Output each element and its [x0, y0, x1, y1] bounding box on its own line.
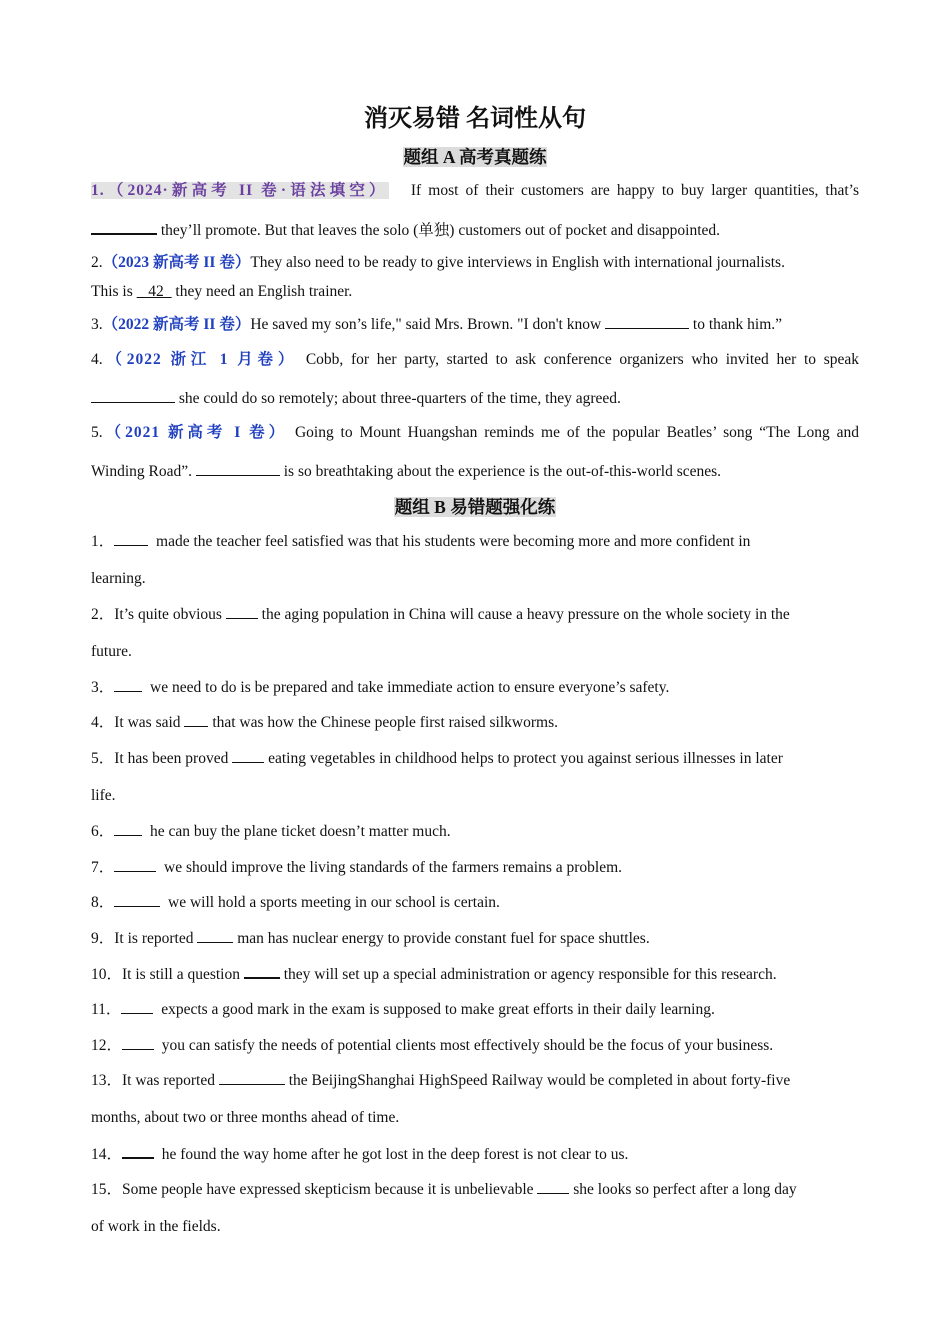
- b-q7-number: 7．: [91, 859, 115, 876]
- a-q3-text-cont: to thank him.”: [692, 316, 783, 333]
- b-q9-number: 9．: [91, 930, 115, 947]
- b-q11-line: [91, 999, 859, 1020]
- b-q15-text: she looks so perfect after a long day: [573, 1181, 797, 1198]
- a-q2-text: They also need to be ready to give interviews in English with international journalists.: [250, 254, 785, 271]
- b-q6-line: [91, 821, 859, 842]
- b-q3-line: [91, 677, 859, 698]
- b-q4-text: that was how the Chinese people first raised silkworms.: [212, 714, 558, 731]
- b-q5-number: 5．: [91, 750, 115, 767]
- answer-blank[interactable]: [537, 1179, 569, 1194]
- answer-blank[interactable]: [184, 712, 208, 727]
- b-q3-number: 3．: [91, 679, 115, 696]
- b-q13-number: 13．: [91, 1072, 123, 1089]
- a-q3-number: 3.: [91, 316, 103, 333]
- b-q7-line: [91, 857, 859, 878]
- a-q5-line2: [91, 461, 859, 482]
- a-q5-text-pre: Winding Road”.: [91, 463, 192, 480]
- answer-blank[interactable]: [114, 531, 148, 546]
- a-q1-text: If most of their customers are happy to buy larger quantities, that’s: [410, 182, 860, 199]
- b-q1-line2: [91, 569, 859, 589]
- b-q14-text: he found the way home after he got lost in the deep forest is not clear to us.: [161, 1146, 629, 1163]
- a-q1-text-cont: they’ll promote. But that leaves the solo (单独) customers out of pocket and disappointed.: [160, 222, 721, 239]
- b-q1-text-cont: learning.: [91, 570, 146, 587]
- b-q2-line1: [91, 604, 859, 625]
- b-q12-text: you can satisfy the needs of potential clients most effectively should be the focus of your business.: [161, 1037, 774, 1054]
- a-q2-line1: [91, 253, 859, 273]
- a-q5-text: Going to Mount Huangshan reminds me of the popular Beatles’ song “The Long and: [294, 424, 860, 441]
- answer-blank[interactable]: [244, 963, 280, 979]
- a-q1-line2: [91, 219, 859, 241]
- b-q15-text-cont: of work in the fields.: [91, 1218, 221, 1235]
- b-q2-number: 2．: [91, 606, 115, 623]
- b-q13-text-pre: It was reported: [122, 1072, 215, 1089]
- b-q13-text: the BeijingShanghai HighSpeed Railway would be completed in about forty-five: [288, 1072, 791, 1089]
- a-q1-source: 1.（2024·新高考 II 卷·语法填空）: [91, 182, 389, 199]
- answer-blank[interactable]: [114, 857, 156, 872]
- b-q7-text: we should improve the living standards of the farmers remains a problem.: [164, 859, 623, 876]
- b-q6-text: he can buy the plane ticket doesn’t matter much.: [150, 823, 451, 840]
- b-q13-text-cont: months, about two or three months ahead of time.: [91, 1109, 400, 1126]
- b-q5-text: eating vegetables in childhood helps to protect you against serious illnesses in later: [268, 750, 783, 767]
- a-q4-line1: [91, 350, 859, 370]
- a-q3-text: He saved my son’s life," said Mrs. Brown. "I don't know: [250, 316, 602, 333]
- answer-blank[interactable]: [91, 388, 175, 403]
- b-q2-text: the aging population in China will cause a heavy pressure on the whole society in the: [261, 606, 790, 623]
- answer-blank[interactable]: [232, 748, 264, 763]
- b-q8-text: we will hold a sports meeting in our school is certain.: [168, 894, 500, 911]
- b-q14-line: [91, 1143, 859, 1165]
- b-q3-text: we need to do is be prepared and take immediate action to ensure everyone’s safety.: [150, 679, 670, 696]
- b-q14-number: 14．: [91, 1146, 123, 1163]
- answer-blank[interactable]: [91, 219, 157, 235]
- a-q4-text: Cobb, for her party, started to ask conference organizers who invited her to speak: [305, 351, 859, 368]
- b-q8-line: [91, 892, 859, 913]
- answer-blank[interactable]: [226, 604, 258, 619]
- a-q5-number: 5.: [91, 424, 103, 441]
- b-q10-line: [91, 963, 859, 985]
- b-q5-line1: [91, 748, 859, 769]
- b-q4-text-pre: It was said: [114, 714, 181, 731]
- b-q1-line1: [91, 531, 859, 552]
- section-b-heading: 题组 B 易错题强化练: [394, 497, 556, 517]
- b-q9-line: [91, 928, 859, 949]
- a-q2-answer-value: 42: [148, 283, 164, 300]
- answer-blank[interactable]: [114, 821, 142, 836]
- b-q4-line: [91, 712, 859, 733]
- answer-blank[interactable]: [122, 1143, 154, 1159]
- a-q5-source: （2021 新高考 I 卷）: [102, 424, 289, 441]
- b-q1-text: made the teacher feel satisfied was that his students were becoming more and more confident in: [156, 533, 751, 550]
- b-q11-text: expects a good mark in the exam is supposed to make great efforts in their daily learning.: [161, 1001, 715, 1018]
- a-q4-source: （2022 浙江 1 月卷）: [102, 351, 299, 368]
- answer-blank[interactable]: [197, 928, 233, 943]
- b-q12-number: 12．: [91, 1037, 123, 1054]
- b-q11-number: 11．: [91, 1001, 122, 1018]
- b-q10-text: they will set up a special administration or agency responsible for this research.: [283, 966, 777, 983]
- b-q5-text-cont: life.: [91, 787, 116, 804]
- a-q4-text-cont: she could do so remotely; about three-quarters of the time, they agreed.: [178, 390, 621, 407]
- a-q2-answer: _42_: [136, 283, 172, 300]
- b-q1-number: 1．: [91, 533, 115, 550]
- a-q2-text-pre: This is: [91, 283, 137, 300]
- b-q9-text-pre: It is reported: [114, 930, 194, 947]
- a-q5-line1: [91, 423, 859, 443]
- page-title: 消灭易错 名词性从句: [364, 106, 586, 132]
- b-q5-text-pre: It has been proved: [114, 750, 229, 767]
- b-q4-number: 4．: [91, 714, 115, 731]
- a-q1-line1: [91, 181, 859, 201]
- a-q2-line2: [91, 282, 859, 302]
- b-q9-text: man has nuclear energy to provide constant fuel for space shuttles.: [237, 930, 650, 947]
- b-q15-text-pre: Some people have expressed skepticism because it is unbelievable: [122, 1181, 534, 1198]
- answer-blank[interactable]: [219, 1070, 285, 1085]
- b-q6-number: 6．: [91, 823, 115, 840]
- a-q2-text-post: they need an English trainer.: [171, 283, 353, 300]
- answer-blank[interactable]: [114, 677, 142, 692]
- b-q10-text-pre: It is still a question: [122, 966, 240, 983]
- section-a-heading: 题组 A 高考真题练: [403, 147, 547, 167]
- b-q2-line2: [91, 642, 859, 662]
- a-q3-line: [91, 314, 859, 335]
- b-q5-line2: [91, 786, 859, 806]
- a-q4-line2: [91, 388, 859, 409]
- b-q13-line2: [91, 1108, 859, 1128]
- answer-blank[interactable]: [605, 314, 689, 329]
- b-q8-number: 8．: [91, 894, 115, 911]
- answer-blank[interactable]: [196, 461, 280, 476]
- answer-blank[interactable]: [121, 999, 153, 1014]
- a-q2-number: 2.: [91, 254, 103, 271]
- a-q3-source: （2022 新高考 II 卷）: [102, 316, 251, 333]
- answer-blank[interactable]: [114, 892, 160, 907]
- answer-blank[interactable]: [122, 1035, 154, 1050]
- b-q12-line: [91, 1035, 859, 1056]
- a-q2-source: （2023 新高考 II 卷）: [102, 254, 251, 271]
- b-q15-line2: [91, 1217, 859, 1237]
- b-q10-number: 10．: [91, 966, 123, 983]
- b-q2-text-cont: future.: [91, 643, 132, 660]
- b-q13-line1: [91, 1070, 859, 1091]
- b-q15-line1: [91, 1179, 859, 1200]
- b-q15-number: 15．: [91, 1181, 123, 1198]
- a-q4-number: 4.: [91, 351, 103, 368]
- a-q5-text-post: is so breathtaking about the experience is the out-of-this-world scenes.: [283, 463, 722, 480]
- b-q2-text-pre: It’s quite obvious: [114, 606, 222, 623]
